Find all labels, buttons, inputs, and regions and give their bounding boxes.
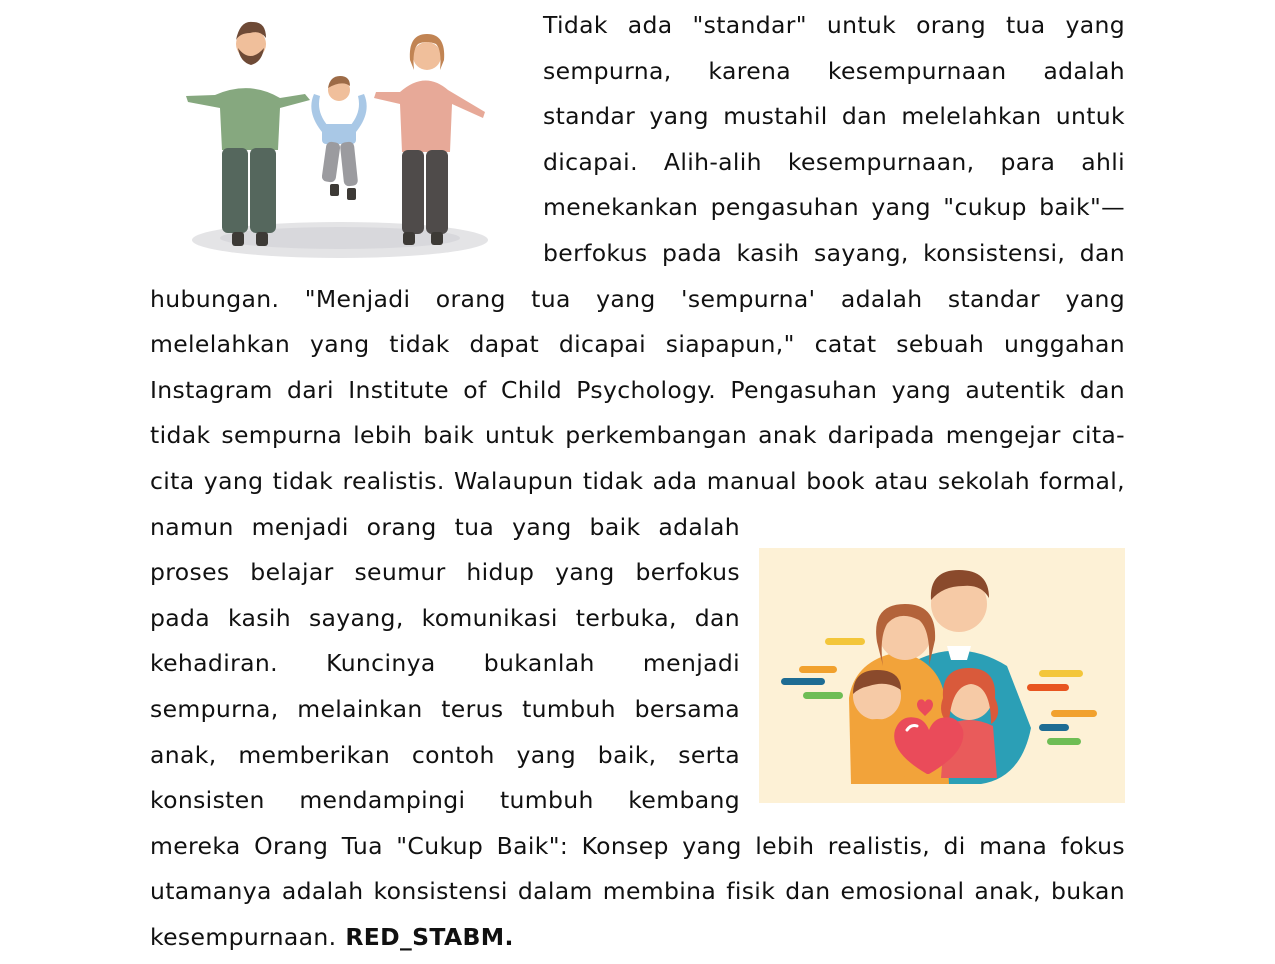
closing-tag: RED_STABM.: [345, 922, 514, 951]
family-hug-heart-illustration: [759, 548, 1125, 823]
article-text: Tidak ada "standar" untuk orang tua yang sempurna, karena kesempurnaan adalah standar yang mustahil dan melelahkan untuk dicapai. Alih-alih kesempurnaan, para ahli menekankan pengasuhan yang "cukup baik"—berfokus pada kasih sayang, konsistensi, dan hubungan. "Menjadi orang tua yang 'sempurna' adalah standar yang melelahkan yang tidak dapat dicapai siapapun," catat sebuah unggahan Instagram dari Institute of Child Psychology. Pengasuhan yang autentik dan tidak sempurna lebih baik untuk perkembangan anak daripada mengejar cita-cita yang tidak realistis. Walaupun tidak ada manual book atau sekolah formal, namun menjadi orang tua yang baik adalah proses belajar seumur hidup yang berfokus pada kasih sayang, komunikasi terbuka, dan kehadiran. Kuncinya bukanlah menjadi sempurna, melainkan terus tumbuh bersama anak, memberikan contoh yang baik, serta konsisten mendampingi tumbuh kembang mereka Orang Tua "Cukup Baik": Konsep yang lebih realistis, di mana fokus utamanya adalah konsistensi dalam membina fisik dan emosional anak, bukan kesempurnaan.: [150, 11, 1125, 951]
family-walking-illustration: [150, 0, 540, 262]
document-page: [150, 3, 1125, 960]
